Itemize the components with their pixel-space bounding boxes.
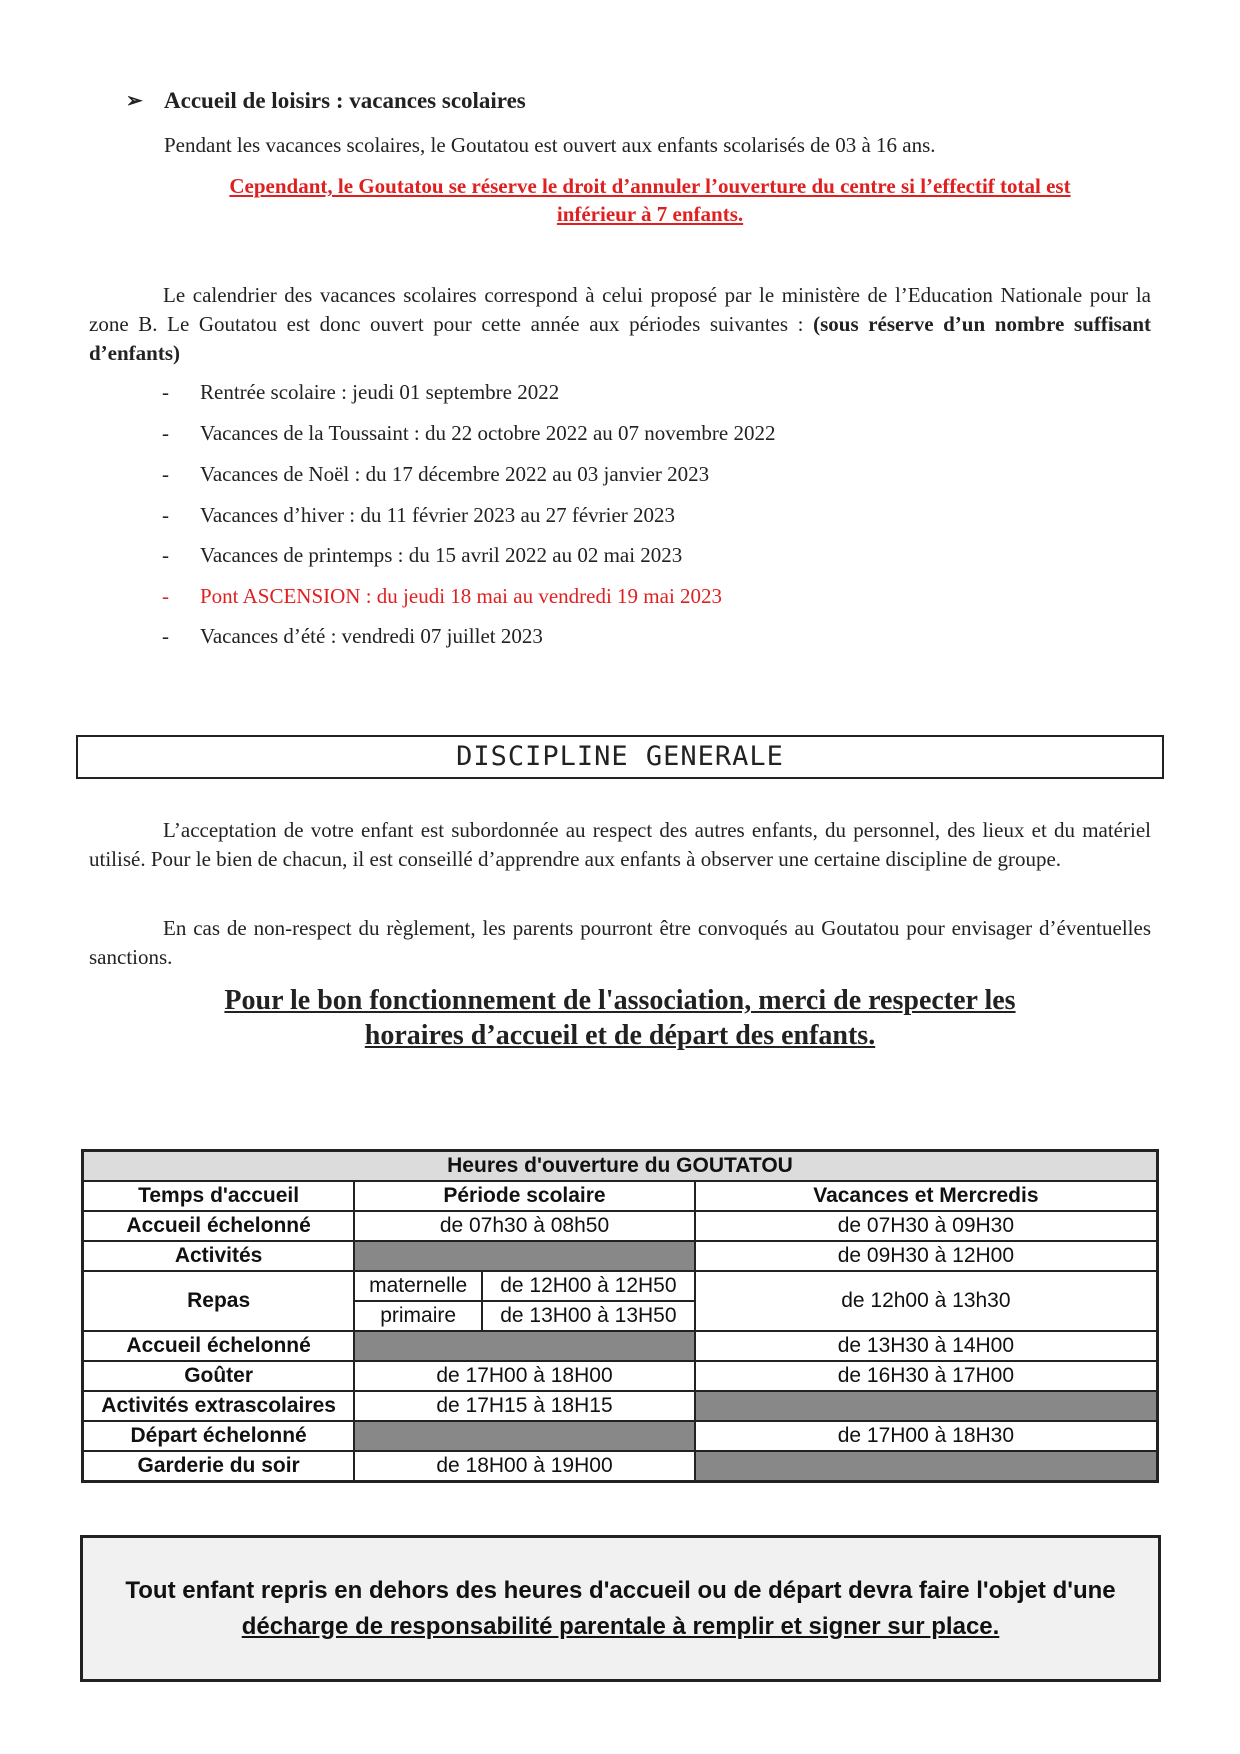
notice-line-2: horaires d’accueil et de départ des enfants. bbox=[364, 1020, 876, 1051]
holiday-time: de 09H30 à 12H00 bbox=[695, 1241, 1158, 1271]
row-label: Activités bbox=[83, 1241, 355, 1271]
school-time: de 17H15 à 18H15 bbox=[354, 1391, 695, 1421]
leisure-intro: Pendant les vacances scolaires, le Goutatou est ouvert aux enfants scolarisés de 03 à 16 ans. bbox=[164, 133, 936, 157]
table-row bbox=[83, 1241, 1158, 1271]
period-label: Vacances de Noël : du 17 décembre 2022 au 03 janvier 2023 bbox=[200, 462, 710, 486]
holiday-time: de 16H30 à 17H00 bbox=[695, 1361, 1158, 1391]
period-label: Vacances de la Toussaint : du 22 octobre 2022 au 07 novembre 2022 bbox=[200, 421, 776, 445]
holiday-time: de 12h00 à 13h30 bbox=[695, 1271, 1158, 1331]
school-time bbox=[354, 1421, 695, 1451]
row-label: Départ échelonné bbox=[83, 1421, 355, 1451]
period-label: Vacances d’hiver : du 11 février 2023 au 27 février 2023 bbox=[200, 503, 676, 527]
school-time: de 07h30 à 08h50 bbox=[354, 1211, 695, 1241]
row-label: Repas bbox=[83, 1271, 355, 1331]
footer-line-1: Tout enfant repris en dehors des heures d'accueil ou de départ devra faire l'objet d'une bbox=[125, 1576, 1116, 1604]
holiday-time: de 07H30 à 09H30 bbox=[695, 1211, 1158, 1241]
holiday-time: de 17H00 à 18H30 bbox=[695, 1421, 1158, 1451]
school-time bbox=[354, 1241, 695, 1271]
list-dash: - bbox=[162, 462, 169, 486]
holiday-time bbox=[695, 1391, 1158, 1421]
footer-notice-box bbox=[80, 1535, 1161, 1682]
list-dash: - bbox=[162, 503, 169, 527]
table-row bbox=[83, 1271, 1158, 1301]
discipline-title: DISCIPLINE GENERALE bbox=[456, 741, 784, 772]
holiday-time bbox=[695, 1451, 1158, 1482]
table-title: Heures d'ouverture du GOUTATOU bbox=[83, 1151, 1158, 1182]
calendar-note: (sous réserve d’un nombre suffisant d’enfants) bbox=[89, 312, 1152, 365]
column-header: Vacances et Mercredis bbox=[695, 1181, 1158, 1211]
table-row bbox=[83, 1451, 1158, 1482]
row-label: Accueil échelonné bbox=[83, 1331, 355, 1361]
list-dash: - bbox=[162, 380, 169, 404]
table-row bbox=[83, 1391, 1158, 1421]
section-heading bbox=[128, 88, 526, 114]
row-label: Garderie du soir bbox=[83, 1451, 355, 1482]
column-header: Temps d'accueil bbox=[83, 1181, 355, 1211]
table-row bbox=[83, 1421, 1158, 1451]
school-time: de 18H00 à 19H00 bbox=[354, 1451, 695, 1482]
warning-line-2: inférieur à 7 enfants. bbox=[556, 202, 744, 226]
list-dash: - bbox=[162, 421, 169, 445]
period-label: Rentrée scolaire : jeudi 01 septembre 2022 bbox=[200, 380, 560, 404]
row-label: Goûter bbox=[83, 1361, 355, 1391]
list-dash: - bbox=[162, 584, 169, 608]
period-label: Vacances de printemps : du 15 avril 2022 au 02 mai 2023 bbox=[200, 543, 683, 567]
sub-label: primaire bbox=[354, 1301, 482, 1331]
calendar-paragraph bbox=[89, 281, 1151, 368]
school-time: de 13H00 à 13H50 bbox=[482, 1301, 695, 1331]
arrow-bullet-icon: ➢ bbox=[126, 90, 143, 112]
row-label: Activités extrascolaires bbox=[83, 1391, 355, 1421]
discipline-title-box bbox=[76, 735, 1164, 779]
discipline-para-2: En cas de non-respect du règlement, les parents pourront être convoqués au Goutatou pour envisager d’éventuelles sanctions. bbox=[89, 916, 1151, 969]
calendar-text: Le calendrier des vacances scolaires correspond à celui proposé par le ministère de l’Education Nationale pour la zone B. Le Goutatou est donc ouvert pour cette année aux périodes suivantes : bbox=[89, 283, 1151, 336]
notice-line-1: Pour le bon fonctionnement de l'association, merci de respecter les bbox=[224, 985, 1016, 1016]
list-dash: - bbox=[162, 543, 169, 567]
school-time bbox=[354, 1331, 695, 1361]
leisure-heading: Accueil de loisirs : vacances scolaires bbox=[164, 88, 526, 113]
period-label: Vacances d’été : vendredi 07 juillet 2023 bbox=[200, 624, 543, 648]
school-time: de 17H00 à 18H00 bbox=[354, 1361, 695, 1391]
column-header: Période scolaire bbox=[354, 1181, 695, 1211]
school-time: de 12H00 à 12H50 bbox=[482, 1271, 695, 1301]
discipline-para-1: L’acceptation de votre enfant est subordonnée au respect des autres enfants, du personnel, des lieux et du matériel utilisé. Pour le bien de chacun, il est conseillé d’apprendre aux enfants à observer une certaine discipline de groupe. bbox=[89, 818, 1151, 871]
table-row bbox=[83, 1331, 1158, 1361]
table-row bbox=[83, 1211, 1158, 1241]
list-dash: - bbox=[162, 624, 169, 648]
hours-table bbox=[81, 1149, 1159, 1483]
holiday-time: de 13H30 à 14H00 bbox=[695, 1331, 1158, 1361]
footer-line-2: décharge de responsabilité parentale à remplir et signer sur place. bbox=[241, 1612, 1000, 1640]
row-label: Accueil échelonné bbox=[83, 1211, 355, 1241]
schedule-notice bbox=[84, 983, 1156, 1053]
warning-line-1: Cependant, le Goutatou se réserve le droit d’annuler l’ouverture du centre si l’effectif total est bbox=[229, 174, 1071, 198]
table-row bbox=[83, 1361, 1158, 1391]
period-label: Pont ASCENSION : du jeudi 18 mai au vendredi 19 mai 2023 bbox=[200, 584, 723, 608]
sub-label: maternelle bbox=[354, 1271, 482, 1301]
